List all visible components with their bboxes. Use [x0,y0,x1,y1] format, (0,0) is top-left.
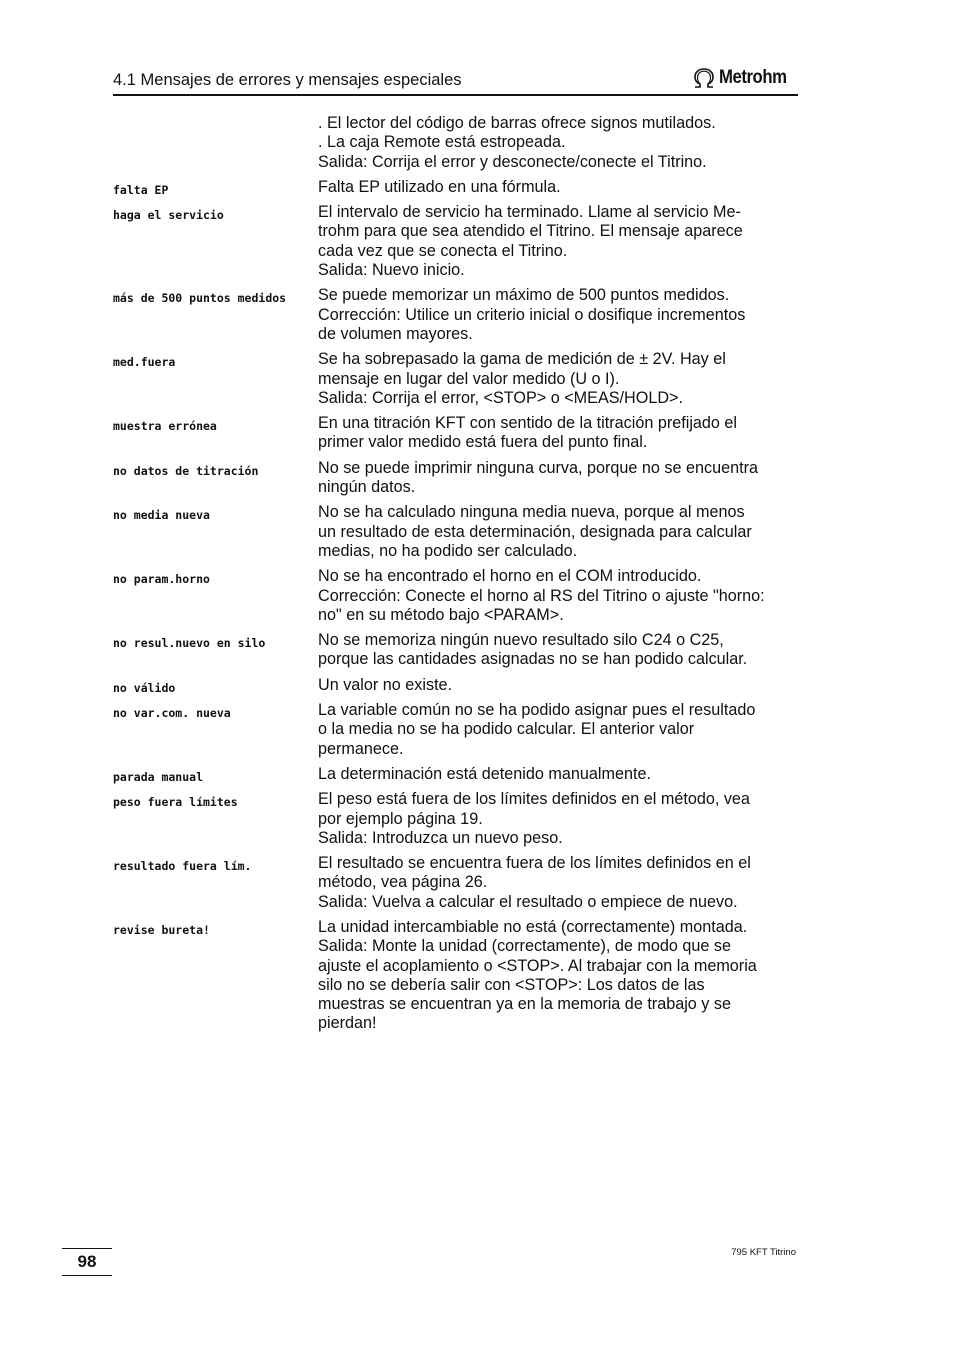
desc-line: En una titración KFT con sentido de la titración prefijado el [318,414,738,433]
message-code: no resul.nuevo en silo [113,636,266,651]
message-entry [113,854,803,912]
omega-logo-icon [692,67,716,89]
message-code: parada manual [113,769,204,784]
desc-line: No se puede imprimir ninguna curva, porque no se encuentra [318,458,759,477]
desc-line: . El lector del código de barras ofrece signos mutilados. [318,114,716,132]
product-name: 795 KFT Titrino [731,1247,796,1258]
desc-line: El resultado se encuentra fuera de los límites definidos en el [318,854,751,873]
message-description [318,286,798,344]
desc-line: mensaje en lugar del valor medido (U o I). [318,369,620,388]
page-header [113,67,798,96]
message-code: med.fuera [113,355,176,370]
message-description [318,350,798,408]
desc-line: Se ha sobrepasado la gama de medición de ± 2V. Hay el [318,350,726,369]
message-entry [113,503,803,561]
footer-rule-top [62,1248,112,1249]
desc-line: trohm para que sea atendido el Titrino. El mensaje aparece [318,222,743,241]
message-code: muestra errónea [113,419,217,434]
desc-line: medias, no ha podido ser calculado. [318,541,578,560]
desc-line: porque las cantidades asignadas no se han podido calcular. [318,650,748,669]
message-description [318,459,798,498]
section-title: 4.1 Mensajes de errores y mensajes especiales [113,71,462,89]
message-description [318,631,798,670]
desc-line: La variable común no se ha podido asignar pues el resultado [318,701,756,720]
desc-line: permanece. [318,739,404,758]
message-description [318,765,798,784]
desc-line: No se memoriza ningún nuevo resultado silo C24 o C25, [318,631,724,650]
page-number: 98 [77,1252,97,1271]
desc-line: Salida: Corrija el error y desconecte/conecte el Titrino. [318,152,707,171]
desc-line: Salida: Corrija el error, <STOP> o <MEAS/HOLD>. [318,388,683,407]
message-code: resultado fuera lím. [113,859,252,874]
message-description [318,918,798,1034]
desc-line: La determinación está detenido manualmente. [318,764,651,783]
message-entry [113,701,803,759]
message-code: no datos de titración [113,463,259,478]
message-entry [113,676,803,695]
desc-line: Salida: Monte la unidad (correctamente), de modo que se [318,937,732,956]
entry-code-empty [113,114,318,172]
desc-line: Salida: Nuevo inicio. [318,261,465,280]
message-entry [113,178,803,197]
message-description [318,567,798,625]
message-code: no var.com. nueva [113,706,231,721]
desc-line: pierdan! [318,1014,377,1033]
message-entry [113,631,803,670]
desc-line: Salida: Introduzca un nuevo peso. [318,828,563,847]
desc-line: . La caja Remote está estropeada. [318,133,566,152]
message-description [318,178,798,197]
message-code: no param.horno [113,572,210,587]
desc-line: primer valor medido está fuera del punto final. [318,433,648,452]
message-entry [113,350,803,408]
message-entry [113,203,803,280]
desc-line: ningún datos. [318,478,416,497]
desc-line: por ejemplo página 19. [318,809,483,828]
desc-line: El peso está fuera de los límites definidos en el método, vea [318,790,750,809]
message-description [318,701,798,759]
desc-line: No se ha calculado ninguna media nueva, porque al menos [318,503,745,522]
desc-line: o la media no se ha podido calcular. El anterior valor [318,720,695,739]
message-description [318,790,798,848]
footer-rule-bottom [62,1275,112,1276]
message-description [318,854,798,912]
desc-line: cada vez que se conecta el Titrino. [318,241,568,260]
brand-logo [692,67,796,89]
message-description [318,203,798,280]
message-description [318,676,798,695]
desc-line: no" en su método bajo <PARAM>. [318,605,564,624]
desc-line: No se ha encontrado el horno en el COM introducido. [318,567,702,586]
desc-line: Corrección: Conecte el horno al RS del Titrino o ajuste "horno: [318,586,765,605]
desc-line: ajuste el acoplamiento o <STOP>. Al trabajar con la memoria [318,956,757,975]
desc-line: de volumen mayores. [318,324,473,343]
desc-line: El intervalo de servicio ha terminado. Llame al servicio Me- [318,203,741,222]
message-code: falta EP [113,182,169,197]
entries-container [113,178,803,1034]
desc-line: La unidad intercambiable no está (correctamente) montada. [318,917,748,936]
message-code: más de 500 puntos medidos [113,291,287,306]
desc-line: método, vea página 26. [318,873,488,892]
desc-line: silo no se debería salir con <STOP>: Los datos de las [318,975,705,994]
desc-line: Corrección: Utilice un criterio inicial o dosifique incrementos [318,305,746,324]
logo-wordmark: Metrohm [719,67,787,88]
message-entry [113,286,803,344]
intro-entry [113,114,803,172]
desc-line: Un valor no existe. [318,675,453,694]
message-description [318,414,798,453]
message-entry [113,765,803,784]
message-code: peso fuera límites [113,795,238,810]
entry-description [318,114,798,172]
message-code: revise bureta! [113,922,210,937]
message-entry [113,567,803,625]
desc-line: Se puede memorizar un máximo de 500 puntos medidos. [318,286,730,305]
message-code: no válido [113,680,176,695]
desc-line: Salida: Vuelva a calcular el resultado o empiece de nuevo. [318,892,738,911]
message-entry [113,790,803,848]
message-code: no media nueva [113,508,210,523]
message-description [318,503,798,561]
message-code: haga el servicio [113,208,224,223]
desc-line: muestras se encuentran ya en la memoria de trabajo y se [318,995,731,1014]
message-entry [113,414,803,453]
message-entry [113,918,803,1034]
error-message-list [113,114,803,1040]
desc-line: Falta EP utilizado en una fórmula. [318,177,561,196]
desc-line: un resultado de esta determinación, designada para calcular [318,522,752,541]
message-entry [113,459,803,498]
